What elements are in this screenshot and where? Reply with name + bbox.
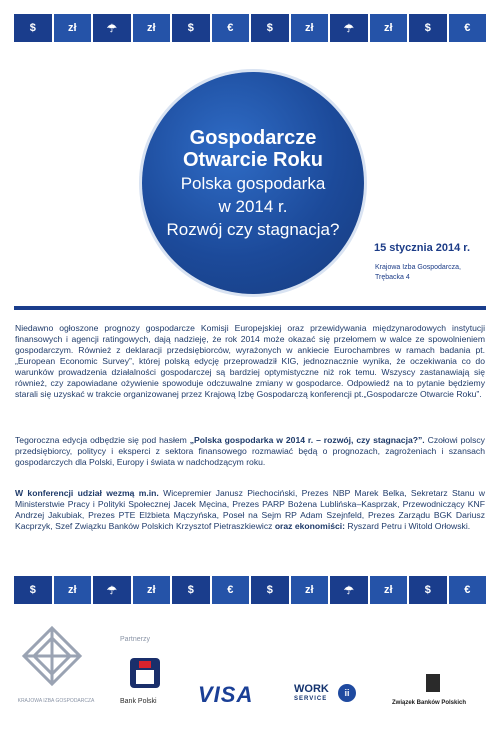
kig-logo-icon (20, 624, 84, 688)
pko-logo-icon (128, 656, 162, 690)
bottom-icon-band (14, 576, 486, 604)
bottom-band-money-icon-9: zł (370, 576, 410, 604)
subtitle-line-2: w 2014 r. (218, 196, 288, 216)
pko-label: Bank Polski (120, 698, 157, 705)
venue-line-2: Trębacka 4 (375, 274, 410, 281)
kig-label: KRAJOWA IZBA GOSPODARCZA (17, 698, 95, 704)
bottom-band-money-icon-2: ☂ (93, 576, 133, 604)
divider-rule (14, 306, 486, 310)
top-band-money-icon-2: ☂ (93, 14, 133, 42)
bottom-band-money-icon-0: $ (14, 576, 54, 604)
top-band-money-icon-6: $ (251, 14, 291, 42)
paragraph-theme (15, 435, 485, 468)
visa-logo: VISA (198, 682, 254, 707)
top-icon-band (14, 14, 486, 42)
event-date: 15 stycznia 2014 r. (373, 242, 470, 254)
venue-line-1: Krajowa Izba Gospodarcza, (375, 264, 461, 271)
theme-slogan: „Polska gospodarka w 2014 r. – rozwój, czy stagnacja?”. (189, 435, 425, 445)
title-line-2: Otwarcie Roku (182, 148, 324, 171)
title-line-1: Gospodarcze (189, 126, 317, 149)
title-circle (142, 72, 364, 294)
economists-list: Ryszard Petru i Witold Orłowski. (345, 521, 471, 531)
top-band-money-icon-1: zł (54, 14, 94, 42)
bottom-band-money-icon-6: $ (251, 576, 291, 604)
speakers-lead: W konferencji udział wezmą m.in. (15, 488, 159, 498)
top-band-money-icon-3: zł (133, 14, 173, 42)
paragraph-intro: Niedawno ogłoszone prognozy gospodarcze Komisji Europejskiej oraz przewidywania międzynarodowych instytucji finansowych i agencji ratingowych, dają nadzieję, że rok 2014 może okazać się przełomem w walce ze spowolnieniem gospodarczym. Również z deklaracji przedsiębiorców, wyrażonych w ankiecie Eurochambres w ramach badania pt. „European Economic Survey”, której polską edycję przeprowadził KIG, jednoznacznie wynika, że oczekiwania co do warunków prowadzenia działalności gospodarczej są bardziej optymistyczne niż rok temu. Wszyscy zastanawiają się również, czy zapowiadane ożywienie spowoduje odczuwalne zmiany w gospodarce. Odpowiedź na to pytanie będziemy starali się uzyskać w trakcie organizowanej przez Krajową Izbę Gospodarczą konferencji pt.„Gospodarcze Otwarcie Roku”. (15, 323, 485, 399)
bottom-band-money-icon-7: zł (291, 576, 331, 604)
bottom-band-money-icon-10: $ (409, 576, 449, 604)
top-band-money-icon-7: zł (291, 14, 331, 42)
zbp-label: Związek Banków Polskich (392, 700, 467, 706)
bottom-band-money-icon-8: ☂ (330, 576, 370, 604)
top-band-money-icon-0: $ (14, 14, 54, 42)
workservice-logo-service: SERVICE (294, 696, 328, 702)
top-band-money-icon-4: $ (172, 14, 212, 42)
theme-text-end: Czołowi polscy przedsiębiorcy, politycy i eksperci z sektora finansowego rozmawiać będą o prognozach, zagrożeniach i szansach gospodarczych dla Polski, Europy i świata w nadchodzącym roku. (15, 435, 485, 467)
top-band-money-icon-5: € (212, 14, 252, 42)
theme-text-start: Tegoroczna edycja odbędzie się pod hasłem (15, 435, 190, 445)
partners-label: Partnerzy (120, 636, 150, 643)
bottom-band-money-icon-5: € (212, 576, 252, 604)
footer-logos (0, 610, 500, 731)
top-band-money-icon-10: $ (409, 14, 449, 42)
workservice-logo-work: WORK (294, 683, 329, 695)
zbp-crest-icon (426, 674, 440, 692)
subtitle-line-1: Polska gospodarka (180, 173, 326, 193)
top-band-money-icon-11: € (449, 14, 487, 42)
top-band-money-icon-8: ☂ (330, 14, 370, 42)
subtitle-line-3: Rozwój czy stagnacja? (166, 219, 340, 239)
economists-lead: oraz ekonomiści: (274, 521, 346, 531)
bottom-band-money-icon-11: € (449, 576, 487, 604)
paragraph-speakers (15, 488, 485, 532)
bottom-band-money-icon-3: zł (133, 576, 173, 604)
workservice-badge-icon: ⅲ (338, 684, 356, 702)
bottom-band-money-icon-4: $ (172, 576, 212, 604)
top-band-money-icon-9: zł (370, 14, 410, 42)
speakers-list: Wicepremier Janusz Piechociński, Prezes NBP Marek Belka, Sekretarz Stanu w Ministerstwie Pracy i Polityki Społecznej Jacek Męcina, Prezes PARP Bożena Lublińska–Kasprzak, Przewodniczący KNF Andrzej Jakubiak, Prezes PTE Elżbieta Mączyńska, Poseł na Sejm RP Adam Szejnfeld, Prezes Zarządu BGK Dariusz Kacprzyk, Szef Związku Banków Polskich Krzysztof Pietraszkiewicz (15, 488, 485, 531)
event-venue (375, 263, 461, 283)
bottom-band-money-icon-1: zł (54, 576, 94, 604)
